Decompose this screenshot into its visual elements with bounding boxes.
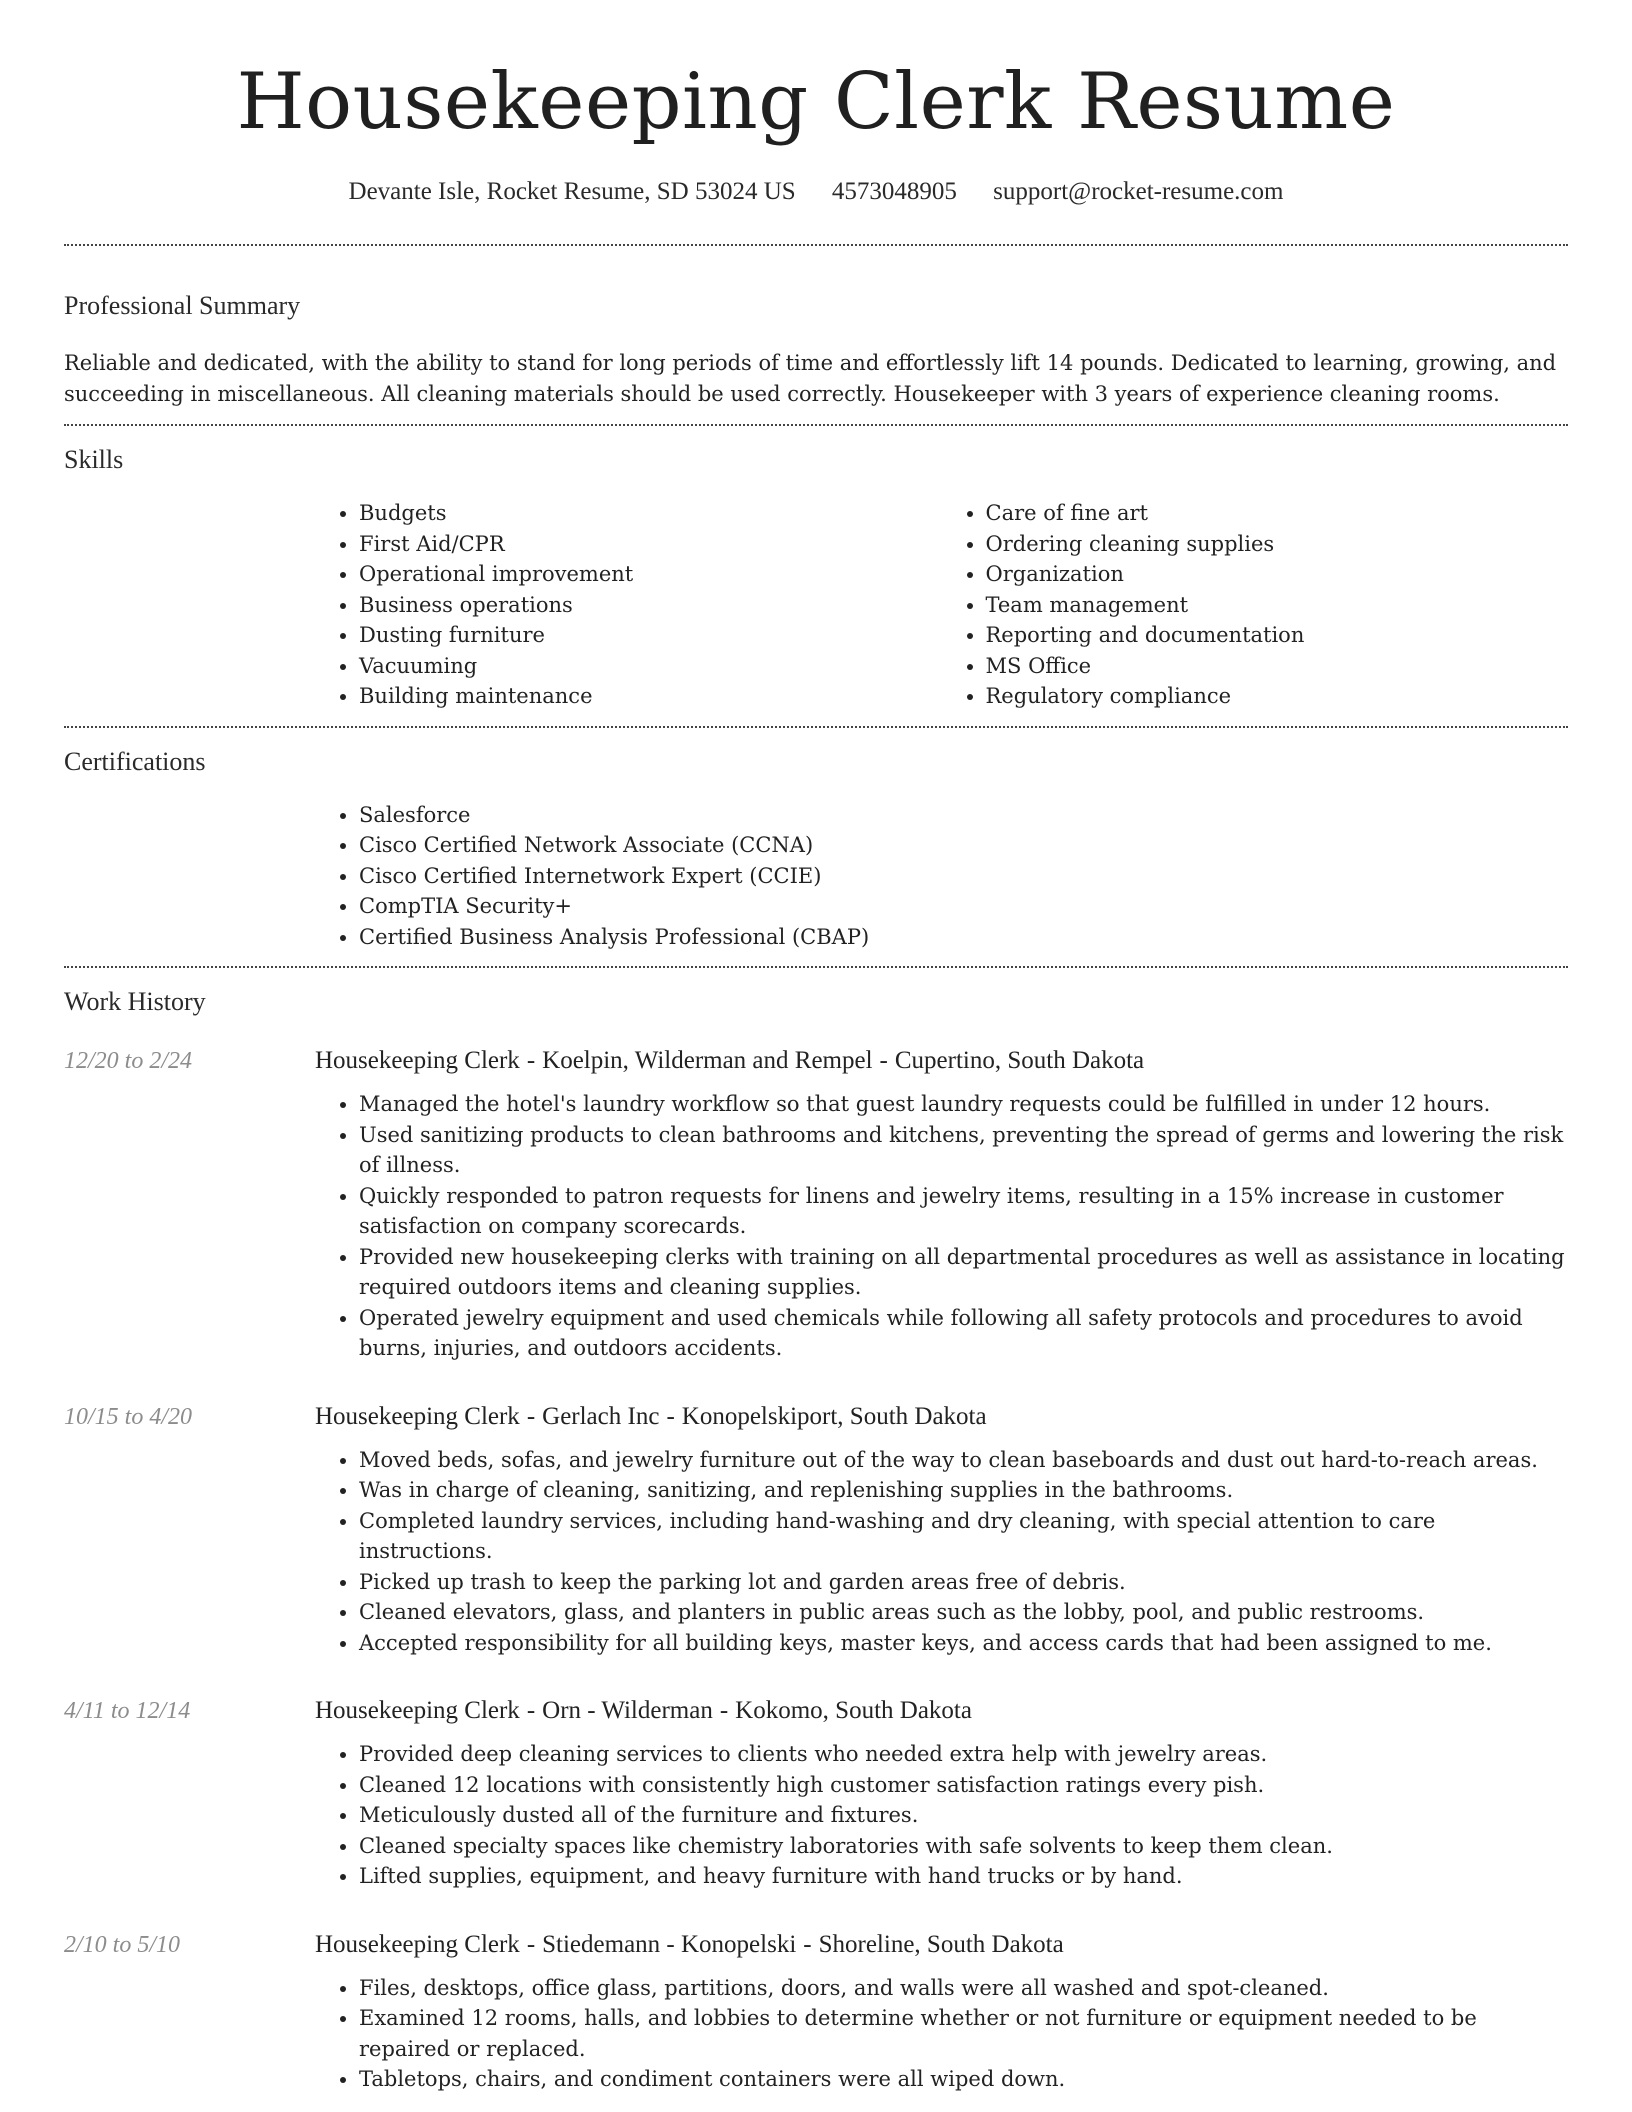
job-bullet: • Lifted supplies, equipment, and heavy furniture with hand trucks or by hand. xyxy=(359,1861,1568,1892)
job-bullet: • Provided deep cleaning services to clients who needed extra help with jewelry areas. xyxy=(359,1739,1568,1770)
skill-item: • First Aid/CPR xyxy=(359,529,942,560)
job-bullet: • Provided new housekeeping clerks with training on all departmental procedures as well as assistance in locating required outdoors items and cleaning supplies. xyxy=(359,1242,1568,1303)
job-bullet: • Completed laundry services, including hand-washing and dry cleaning, with special attention to care instructions. xyxy=(359,1506,1568,1567)
skill-item: • Team management xyxy=(986,590,1569,621)
skill-item: • Dusting furniture xyxy=(359,620,942,651)
job-bullet: • Cleaned specialty spaces like chemistry laboratories with safe solvents to keep them clean. xyxy=(359,1831,1568,1862)
job-details xyxy=(315,1400,1568,1659)
job-location: Cupertino, South Dakota xyxy=(894,1047,1145,1074)
work-history-section xyxy=(64,968,1568,2095)
job-bullet: • Quickly responded to patron requests for linens and jewelry items, resulting in a 15% increase in customer satisfaction on company scorecards. xyxy=(359,1181,1568,1242)
summary-section xyxy=(64,246,1568,424)
skill-item: • Care of fine art xyxy=(986,498,1569,529)
job-location: Konopelskiport, South Dakota xyxy=(681,1402,987,1430)
section-heading-summary: Professional Summary xyxy=(64,291,301,320)
job-details xyxy=(315,1928,1568,2095)
job-location: Kokomo, South Dakota xyxy=(735,1697,972,1724)
job-dates: 10/15 to 4/20 xyxy=(64,1403,193,1430)
skill-item: • Regulatory compliance xyxy=(986,681,1569,712)
contact-email: support@rocket-resume.com xyxy=(993,178,1284,205)
skills-columns xyxy=(315,478,1568,726)
skill-item: • Building maintenance xyxy=(359,681,942,712)
job-details xyxy=(315,1044,1568,1364)
job-bullet: • Operated jewelry equipment and used chemicals while following all safety protocols and procedures to avoid burns, injuries, and outdoors accidents. xyxy=(359,1303,1568,1364)
skill-item: • Operational improvement xyxy=(359,559,942,590)
job-bullet: • Used sanitizing products to clean bathrooms and kitchens, preventing the spread of germs and lowering the risk of illness. xyxy=(359,1120,1568,1181)
job-bullet: • Examined 12 rooms, halls, and lobbies to determine whether or not furniture or equipment needed to be repaired or replaced. xyxy=(359,2003,1568,2064)
certifications-list-wrap xyxy=(315,780,1568,967)
job-entry xyxy=(64,1400,1568,1659)
skill-item: • Budgets xyxy=(359,498,942,529)
job-title-line: Housekeeping Clerk - Koelpin, Wilderman and Rempel - Cupertino, South Dakota xyxy=(315,1047,1145,1074)
certifications-section xyxy=(64,728,1568,967)
job-bullet: • Meticulously dusted all of the furniture and fixtures. xyxy=(359,1800,1568,1831)
certification-item: • Cisco Certified Network Associate (CCNA) xyxy=(359,830,1568,861)
job-bullet: • Files, desktops, office glass, partitions, doors, and walls were all washed and spot-cleaned. xyxy=(359,1973,1568,2004)
certification-item: • CompTIA Security+ xyxy=(359,891,1568,922)
job-dates: 4/11 to 12/14 xyxy=(64,1698,191,1724)
resume-title: Housekeeping Clerk Resume xyxy=(236,57,1396,147)
skill-item: • Vacuuming xyxy=(359,651,942,682)
job-bullets xyxy=(315,1739,1568,1892)
job-dates: 2/10 to 5/10 xyxy=(64,1931,181,1958)
job-bullet: • Moved beds, sofas, and jewelry furniture out of the way to clean baseboards and dust out hard-to-reach areas. xyxy=(359,1445,1568,1476)
certification-item: • Cisco Certified Internetwork Expert (CCIE) xyxy=(359,861,1568,892)
job-bullet: • Cleaned elevators, glass, and planters in public areas such as the lobby, pool, and public restrooms. xyxy=(359,1597,1568,1628)
skill-item: • Business operations xyxy=(359,590,942,621)
job-employer: Orn - Wilderman xyxy=(542,1697,713,1724)
job-entry xyxy=(64,1044,1568,1364)
contact-phone: 4573048905 xyxy=(831,178,957,205)
job-employer: Gerlach Inc xyxy=(542,1402,660,1430)
section-heading-certifications: Certifications xyxy=(64,746,206,776)
certification-item: • Certified Business Analysis Professional (CBAP) xyxy=(359,922,1568,953)
job-entry xyxy=(64,1928,1568,2095)
contact-address: Devante Isle, Rocket Resume, SD 53024 US xyxy=(348,178,796,205)
skill-item: • Organization xyxy=(986,559,1569,590)
job-role: Housekeeping Clerk xyxy=(315,1402,520,1430)
section-heading-skills: Skills xyxy=(64,445,124,474)
summary-text: Reliable and dedicated, with the ability to stand for long periods of time and effortlessly lift 14 pounds. Dedicated to learning, growing, and succeeding in miscellaneous. All cleaning materials should be used correctly. Housekeeper with 3 years of experience cleaning rooms. xyxy=(64,351,1557,406)
contact-line xyxy=(64,174,1568,210)
job-bullet: • Was in charge of cleaning, sanitizing, and replenishing supplies in the bathrooms. xyxy=(359,1475,1568,1506)
job-bullets xyxy=(315,1089,1568,1364)
job-bullet: • Accepted responsibility for all building keys, master keys, and access cards that had been assigned to me. xyxy=(359,1628,1568,1659)
job-bullet: • Cleaned 12 locations with consistently high customer satisfaction ratings every pish. xyxy=(359,1770,1568,1801)
job-entry xyxy=(64,1694,1568,1892)
job-dates: 12/20 to 2/24 xyxy=(64,1048,193,1074)
certification-item: • Salesforce xyxy=(359,800,1568,831)
job-title-line: Housekeeping Clerk - Orn - Wilderman - Kokomo, South Dakota xyxy=(315,1697,972,1724)
certifications-list xyxy=(315,800,1568,953)
job-employer: Koelpin, Wilderman and Rempel xyxy=(542,1047,873,1074)
section-heading-work-history: Work History xyxy=(64,987,206,1016)
skill-item: • Reporting and documentation xyxy=(986,620,1569,651)
skills-list-right xyxy=(942,498,1569,712)
job-title-line: Housekeeping Clerk - Stiedemann - Konopelski - Shoreline, South Dakota xyxy=(315,1930,1064,1958)
skills-section xyxy=(64,426,1568,726)
job-role: Housekeeping Clerk xyxy=(315,1697,520,1724)
job-bullet: • Tabletops, chairs, and condiment containers were all wiped down. xyxy=(359,2064,1568,2095)
job-bullet: • Picked up trash to keep the parking lot and garden areas free of debris. xyxy=(359,1567,1568,1598)
job-bullet: • Managed the hotel's laundry workflow so that guest laundry requests could be fulfilled in under 12 hours. xyxy=(359,1089,1568,1120)
job-title-line: Housekeeping Clerk - Gerlach Inc - Konopelskiport, South Dakota xyxy=(315,1402,987,1430)
job-details xyxy=(315,1694,1568,1892)
skill-item: • Ordering cleaning supplies xyxy=(986,529,1569,560)
job-bullets xyxy=(315,1445,1568,1659)
skills-list-left xyxy=(315,498,942,712)
job-role: Housekeeping Clerk xyxy=(315,1047,520,1074)
job-role: Housekeeping Clerk xyxy=(315,1930,520,1958)
job-location: Shoreline, South Dakota xyxy=(818,1930,1064,1958)
skill-item: • MS Office xyxy=(986,651,1569,682)
job-bullets xyxy=(315,1973,1568,2095)
job-employer: Stiedemann - Konopelski xyxy=(542,1930,797,1958)
